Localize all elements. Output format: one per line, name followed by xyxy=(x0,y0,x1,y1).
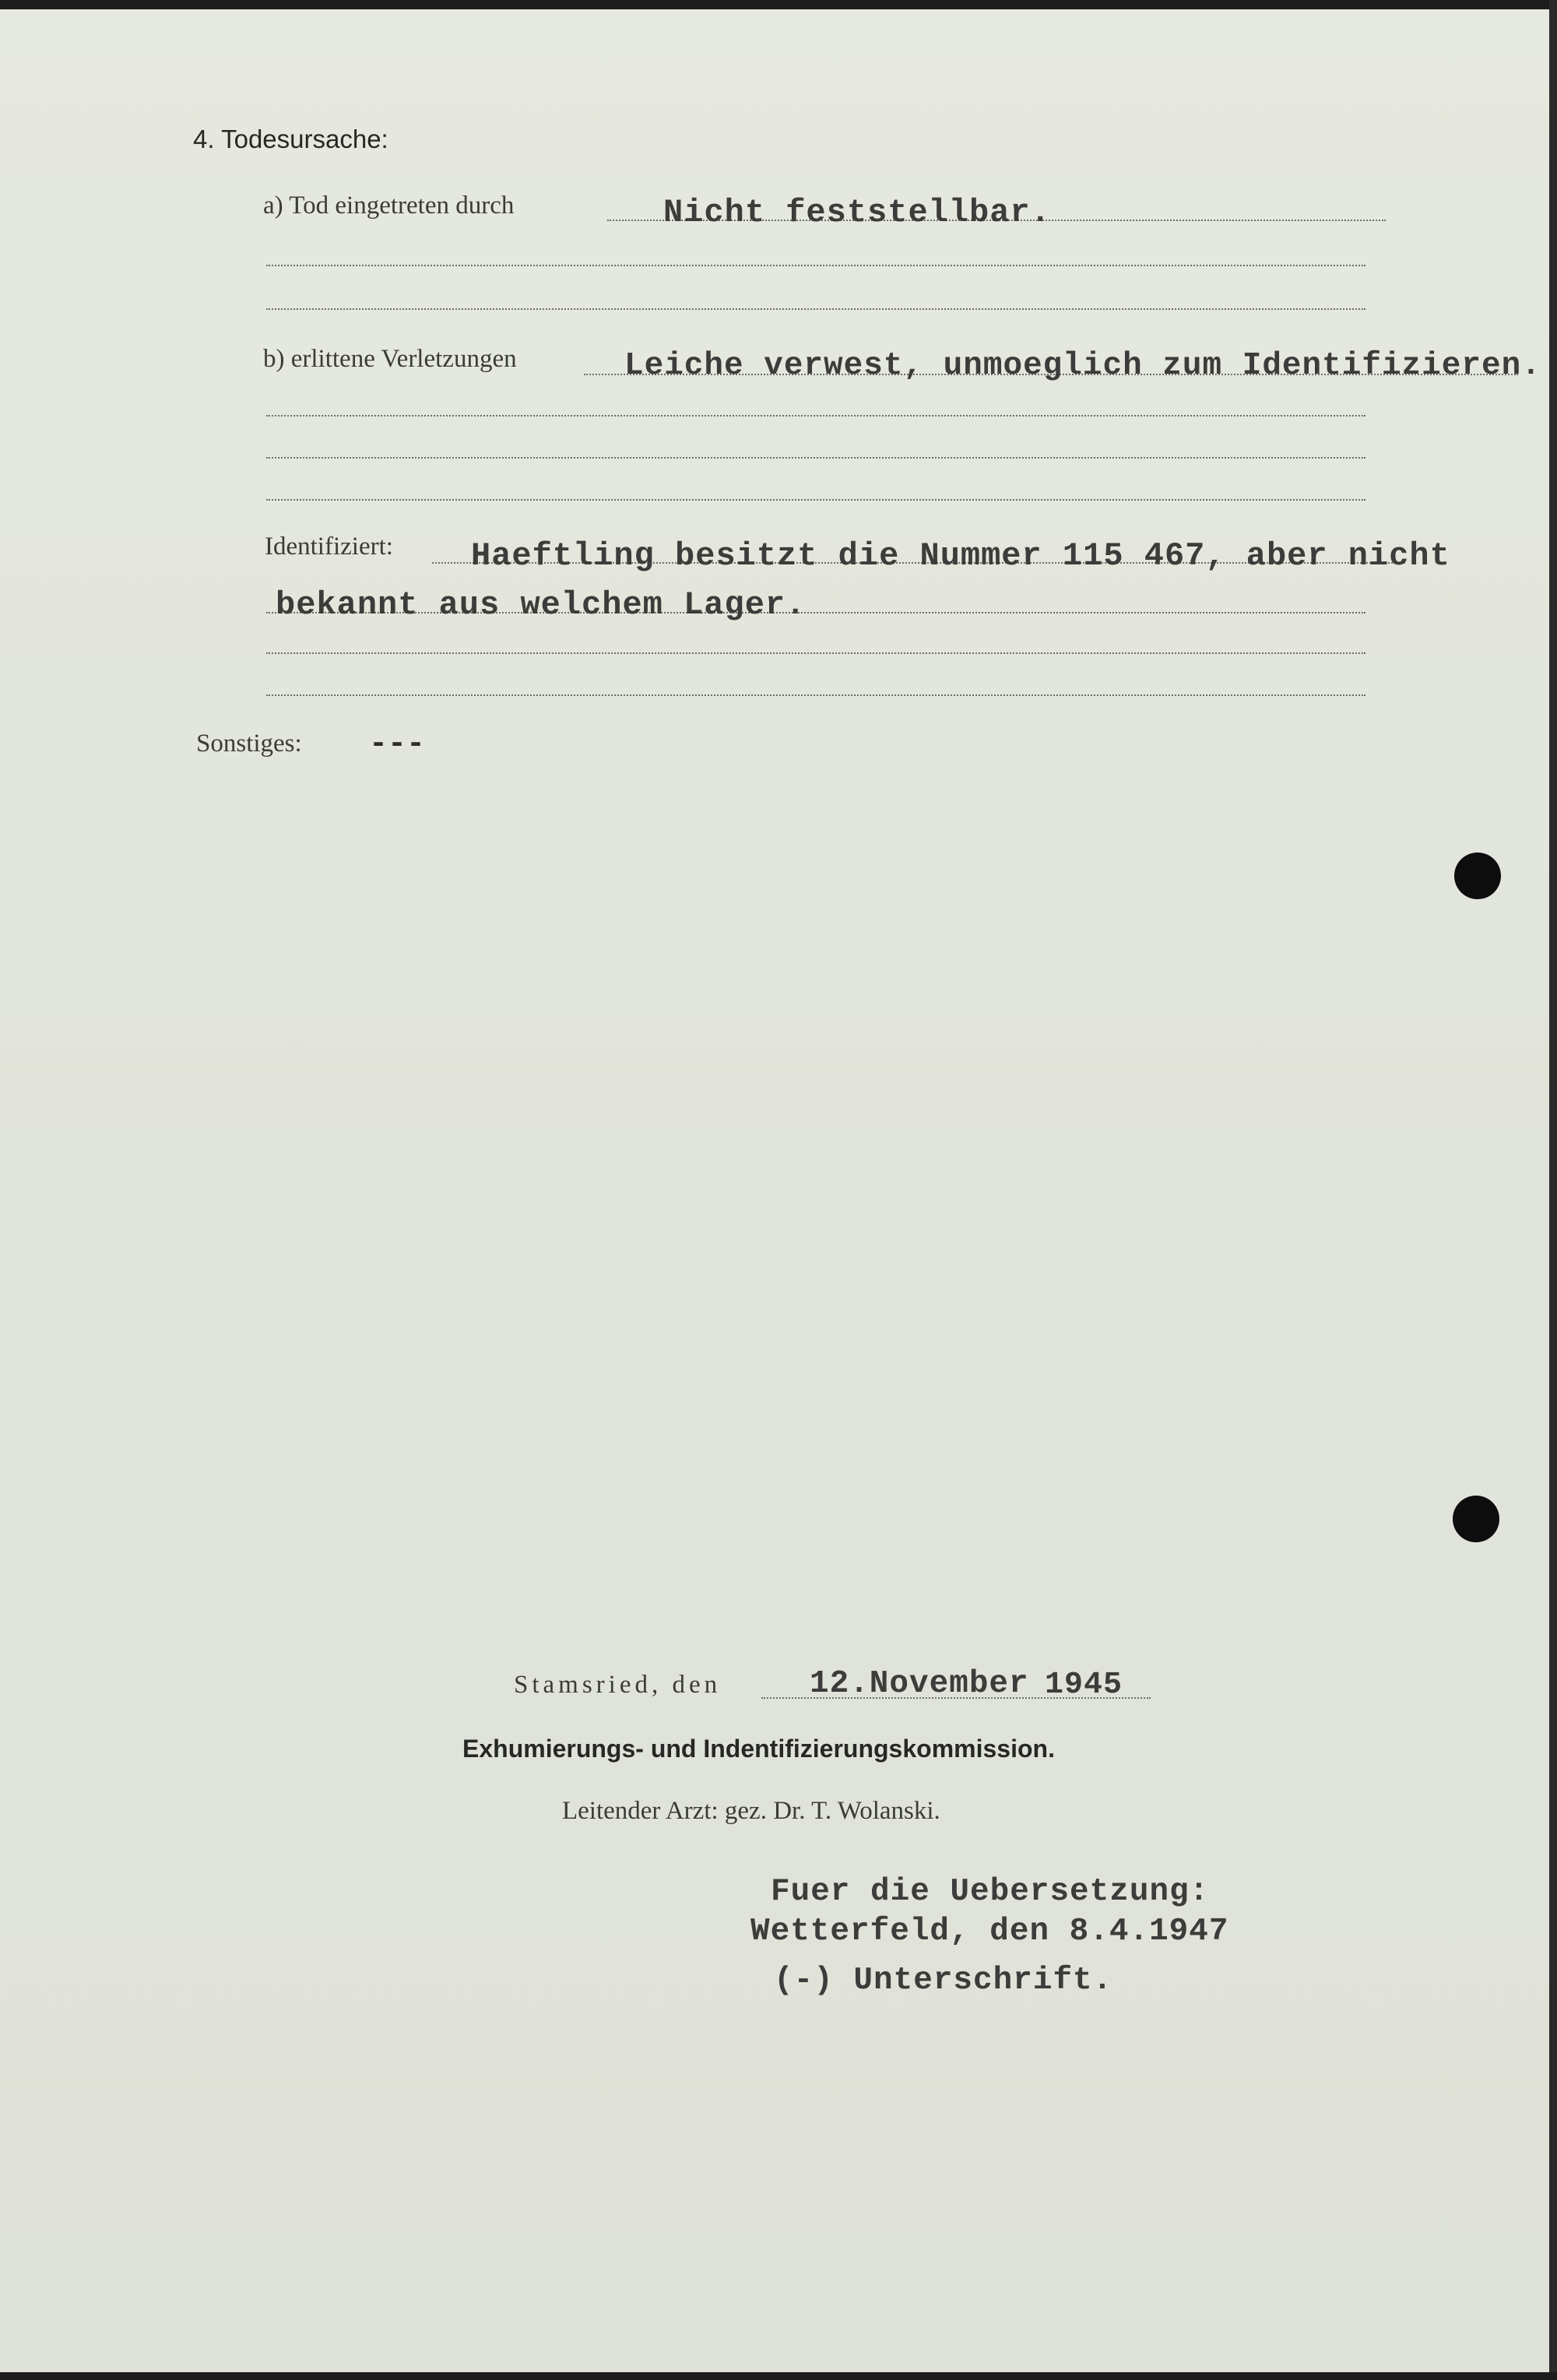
commission-title: Exhumierungs- und Indentifizierungskommission. xyxy=(462,1735,1055,1763)
translation-line2: Wetterfeld, den 8.4.1947 xyxy=(750,1914,1229,1949)
injuries-value: Leiche verwest, unmoeglich zum Identifizieren. xyxy=(624,348,1541,384)
translation-line1: Fuer die Uebersetzung: xyxy=(771,1874,1210,1910)
punch-hole xyxy=(1453,1496,1499,1542)
identified-value-line2: bekannt aus welchem Lager. xyxy=(276,586,807,624)
dotted-line xyxy=(266,265,1365,266)
doctor-line: Leitender Arzt: gez. Dr. T. Wolanski. xyxy=(562,1797,940,1825)
scan-edge-bottom xyxy=(0,2372,1557,2380)
dotted-line xyxy=(266,415,1365,417)
injuries-label: b) erlittene Verletzungen xyxy=(263,345,517,373)
dotted-line xyxy=(266,499,1365,501)
identified-value-line1: Haeftling besitzt die Nummer 115 467, aber nicht xyxy=(471,537,1450,575)
cause-label: a) Tod eingetreten durch xyxy=(263,192,515,220)
cause-value: Nicht feststellbar. xyxy=(663,194,1051,231)
dotted-line xyxy=(266,694,1365,696)
date-value: 12.November xyxy=(810,1666,1029,1702)
scan-edge-right xyxy=(1549,0,1557,2380)
section-heading: 4. Todesursache: xyxy=(193,125,388,153)
translation-line3: (-) Unterschrift. xyxy=(774,1963,1113,1999)
other-label: Sonstiges: xyxy=(196,729,302,758)
punch-hole xyxy=(1454,853,1501,899)
dotted-line xyxy=(266,308,1365,310)
dotted-line xyxy=(266,652,1365,654)
other-value: --- xyxy=(369,727,426,762)
identified-label: Identifiziert: xyxy=(265,533,393,561)
dotted-line xyxy=(266,457,1365,459)
scan-edge-top xyxy=(0,0,1557,9)
year-value: 1945 xyxy=(1045,1668,1123,1703)
place-label: Stamsried, den xyxy=(514,1671,722,1699)
